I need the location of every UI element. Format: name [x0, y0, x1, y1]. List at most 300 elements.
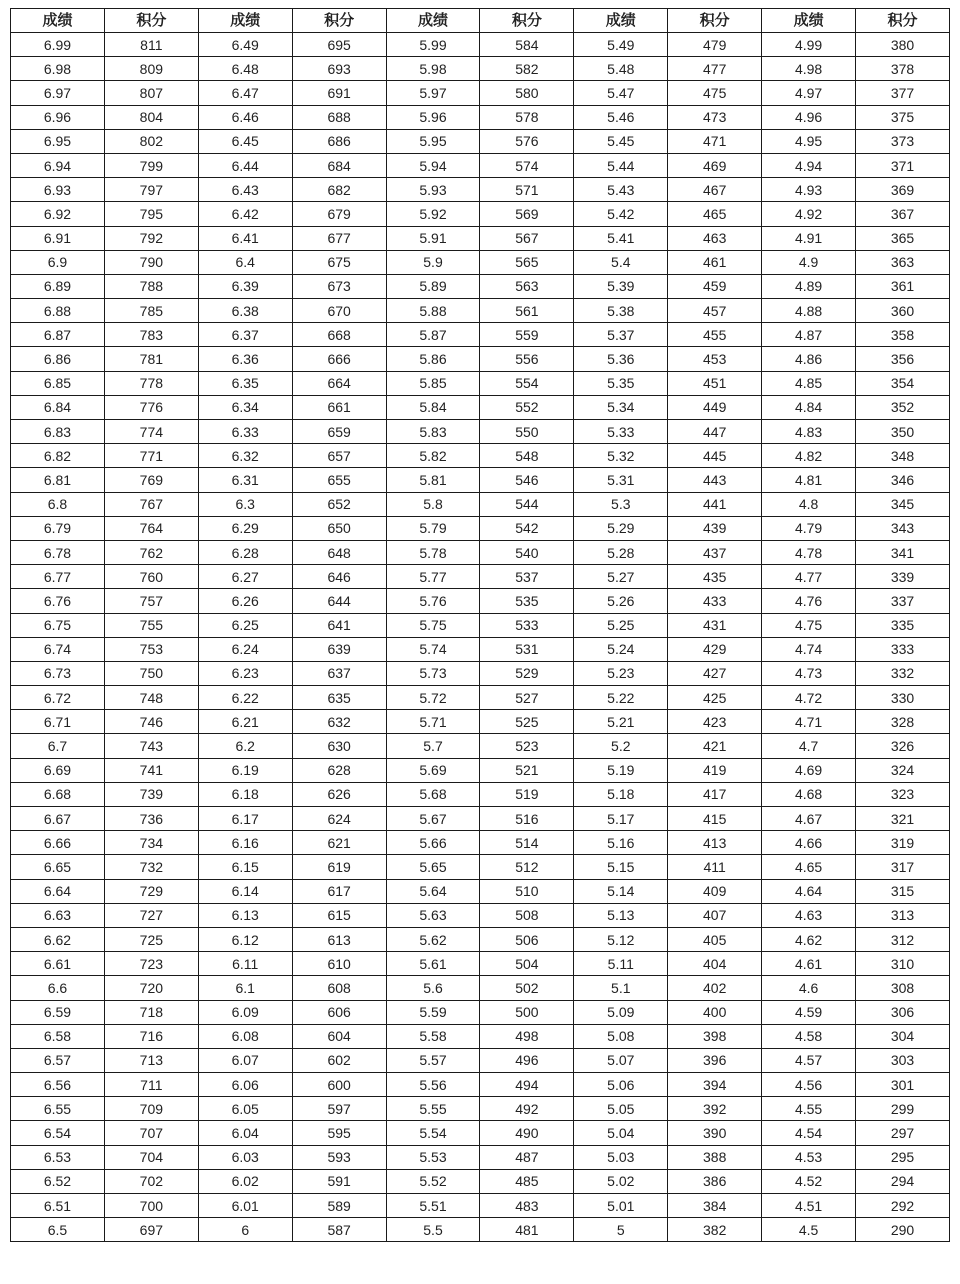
score-cell: 6.03 [198, 1145, 292, 1169]
points-cell: 702 [104, 1169, 198, 1193]
points-cell: 356 [856, 347, 950, 371]
points-cell: 463 [668, 226, 762, 250]
table-row [11, 903, 950, 927]
points-cell: 567 [480, 226, 574, 250]
points-cell: 700 [104, 1194, 198, 1218]
points-cell: 473 [668, 105, 762, 129]
points-cell: 771 [104, 444, 198, 468]
score-cell: 6.51 [11, 1194, 105, 1218]
score-cell: 6.26 [198, 589, 292, 613]
points-cell: 360 [856, 299, 950, 323]
score-cell: 4.53 [762, 1145, 856, 1169]
score-cell: 6.01 [198, 1194, 292, 1218]
points-cell: 556 [480, 347, 574, 371]
score-cell: 6.71 [11, 710, 105, 734]
table-row [11, 1121, 950, 1145]
score-cell: 6.82 [11, 444, 105, 468]
score-cell: 6.99 [11, 33, 105, 57]
score-cell: 6.34 [198, 395, 292, 419]
points-cell: 760 [104, 565, 198, 589]
score-cell: 6.54 [11, 1121, 105, 1145]
score-cell: 5.06 [574, 1073, 668, 1097]
points-cell: 600 [292, 1073, 386, 1097]
points-cell: 396 [668, 1048, 762, 1072]
points-cell: 330 [856, 686, 950, 710]
points-cell: 630 [292, 734, 386, 758]
score-cell: 6.31 [198, 468, 292, 492]
score-cell: 4.9 [762, 250, 856, 274]
score-cell: 4.69 [762, 758, 856, 782]
score-cell: 5.87 [386, 323, 480, 347]
points-cell: 688 [292, 105, 386, 129]
score-cell: 6.37 [198, 323, 292, 347]
points-cell: 729 [104, 879, 198, 903]
points-cell: 563 [480, 274, 574, 298]
score-cell: 5.36 [574, 347, 668, 371]
points-cell: 540 [480, 540, 574, 564]
score-cell: 5.25 [574, 613, 668, 637]
points-cell: 695 [292, 33, 386, 57]
table-row [11, 831, 950, 855]
points-cell: 295 [856, 1145, 950, 1169]
score-cell: 5.82 [386, 444, 480, 468]
score-cell: 6.6 [11, 976, 105, 1000]
points-cell: 321 [856, 807, 950, 831]
table-row [11, 1169, 950, 1193]
points-cell: 425 [668, 686, 762, 710]
points-cell: 542 [480, 516, 574, 540]
points-cell: 707 [104, 1121, 198, 1145]
table-row [11, 492, 950, 516]
score-cell: 4.75 [762, 613, 856, 637]
score-cell: 6.74 [11, 637, 105, 661]
score-cell: 4.89 [762, 274, 856, 298]
points-cell: 299 [856, 1097, 950, 1121]
points-cell: 807 [104, 81, 198, 105]
score-cell: 6.23 [198, 661, 292, 685]
score-cell: 5.21 [574, 710, 668, 734]
table-row [11, 879, 950, 903]
points-cell: 795 [104, 202, 198, 226]
score-cell: 6.89 [11, 274, 105, 298]
score-cell: 5.65 [386, 855, 480, 879]
points-cell: 802 [104, 129, 198, 153]
header-row [11, 9, 950, 33]
score-cell: 6.44 [198, 153, 292, 177]
points-cell: 365 [856, 226, 950, 250]
score-cell: 5.33 [574, 420, 668, 444]
table-row [11, 686, 950, 710]
score-cell: 5.84 [386, 395, 480, 419]
score-cell: 6.18 [198, 782, 292, 806]
points-cell: 697 [104, 1218, 198, 1242]
score-cell: 5.49 [574, 33, 668, 57]
score-cell: 4.94 [762, 153, 856, 177]
points-cell: 487 [480, 1145, 574, 1169]
points-cell: 492 [480, 1097, 574, 1121]
points-cell: 429 [668, 637, 762, 661]
points-cell: 736 [104, 807, 198, 831]
score-cell: 6.16 [198, 831, 292, 855]
points-cell: 361 [856, 274, 950, 298]
points-cell: 437 [668, 540, 762, 564]
points-cell: 781 [104, 347, 198, 371]
score-cell: 5.76 [386, 589, 480, 613]
score-cell: 5.91 [386, 226, 480, 250]
table-row [11, 540, 950, 564]
score-cell: 6.92 [11, 202, 105, 226]
points-cell: 324 [856, 758, 950, 782]
table-row [11, 1048, 950, 1072]
points-cell: 502 [480, 976, 574, 1000]
points-cell: 346 [856, 468, 950, 492]
points-cell: 617 [292, 879, 386, 903]
points-cell: 477 [668, 57, 762, 81]
points-cell: 504 [480, 952, 574, 976]
points-cell: 451 [668, 371, 762, 395]
score-cell: 6.41 [198, 226, 292, 250]
points-cell: 591 [292, 1169, 386, 1193]
points-cell: 804 [104, 105, 198, 129]
score-cell: 5.66 [386, 831, 480, 855]
score-cell: 6.4 [198, 250, 292, 274]
table-row [11, 1024, 950, 1048]
points-cell: 595 [292, 1121, 386, 1145]
points-cell: 323 [856, 782, 950, 806]
score-cell: 5.01 [574, 1194, 668, 1218]
score-cell: 5.75 [386, 613, 480, 637]
points-cell: 390 [668, 1121, 762, 1145]
points-cell: 373 [856, 129, 950, 153]
points-cell: 335 [856, 613, 950, 637]
score-cell: 6.14 [198, 879, 292, 903]
points-cell: 533 [480, 613, 574, 637]
score-cell: 5.03 [574, 1145, 668, 1169]
score-cell: 6.52 [11, 1169, 105, 1193]
points-cell: 512 [480, 855, 574, 879]
score-cell: 5.59 [386, 1000, 480, 1024]
points-cell: 790 [104, 250, 198, 274]
points-cell: 748 [104, 686, 198, 710]
points-cell: 718 [104, 1000, 198, 1024]
table-row [11, 178, 950, 202]
points-cell: 485 [480, 1169, 574, 1193]
points-cell: 394 [668, 1073, 762, 1097]
score-cell: 6.93 [11, 178, 105, 202]
points-cell: 559 [480, 323, 574, 347]
score-cell: 5.51 [386, 1194, 480, 1218]
score-cell: 5.72 [386, 686, 480, 710]
table-row [11, 33, 950, 57]
score-cell: 5.47 [574, 81, 668, 105]
points-cell: 546 [480, 468, 574, 492]
score-cell: 5.52 [386, 1169, 480, 1193]
score-cell: 5.69 [386, 758, 480, 782]
points-cell: 332 [856, 661, 950, 685]
points-cell: 339 [856, 565, 950, 589]
table-row [11, 565, 950, 589]
score-cell: 5.38 [574, 299, 668, 323]
score-cell: 4.52 [762, 1169, 856, 1193]
points-cell: 398 [668, 1024, 762, 1048]
score-cell: 5.1 [574, 976, 668, 1000]
table-row [11, 81, 950, 105]
score-cell: 6.24 [198, 637, 292, 661]
score-cell: 6.06 [198, 1073, 292, 1097]
table-row [11, 952, 950, 976]
table-row [11, 758, 950, 782]
points-cell: 578 [480, 105, 574, 129]
points-cell: 610 [292, 952, 386, 976]
table-row [11, 589, 950, 613]
score-cell: 6.32 [198, 444, 292, 468]
points-cell: 386 [668, 1169, 762, 1193]
score-cell: 5.34 [574, 395, 668, 419]
score-cell: 5.92 [386, 202, 480, 226]
points-cell: 521 [480, 758, 574, 782]
points-cell: 531 [480, 637, 574, 661]
points-cell: 739 [104, 782, 198, 806]
score-cell: 6.75 [11, 613, 105, 637]
table-row [11, 927, 950, 951]
score-cell: 6.91 [11, 226, 105, 250]
points-cell: 292 [856, 1194, 950, 1218]
score-cell: 5.35 [574, 371, 668, 395]
points-cell: 402 [668, 976, 762, 1000]
points-cell: 661 [292, 395, 386, 419]
points-cell: 550 [480, 420, 574, 444]
table-row [11, 323, 950, 347]
points-cell: 483 [480, 1194, 574, 1218]
points-cell: 469 [668, 153, 762, 177]
points-cell: 441 [668, 492, 762, 516]
score-cell: 6.43 [198, 178, 292, 202]
points-cell: 384 [668, 1194, 762, 1218]
table-row [11, 1194, 950, 1218]
score-cell: 4.64 [762, 879, 856, 903]
score-cell: 5.29 [574, 516, 668, 540]
score-cell: 5.88 [386, 299, 480, 323]
score-cell: 4.86 [762, 347, 856, 371]
points-cell: 413 [668, 831, 762, 855]
score-cell: 6.36 [198, 347, 292, 371]
score-cell: 5.57 [386, 1048, 480, 1072]
score-cell: 5.81 [386, 468, 480, 492]
score-cell: 5.18 [574, 782, 668, 806]
points-cell: 691 [292, 81, 386, 105]
score-cell: 6.29 [198, 516, 292, 540]
score-cell: 5.54 [386, 1121, 480, 1145]
score-cell: 5.96 [386, 105, 480, 129]
points-cell: 315 [856, 879, 950, 903]
points-cell: 479 [668, 33, 762, 57]
points-cell: 516 [480, 807, 574, 831]
column-header-score: 成绩 [574, 9, 668, 33]
score-cell: 6.11 [198, 952, 292, 976]
points-cell: 673 [292, 274, 386, 298]
score-cell: 6.84 [11, 395, 105, 419]
score-cell: 4.7 [762, 734, 856, 758]
points-cell: 666 [292, 347, 386, 371]
points-cell: 317 [856, 855, 950, 879]
score-cell: 6.12 [198, 927, 292, 951]
score-cell: 4.84 [762, 395, 856, 419]
column-header-points: 积分 [856, 9, 950, 33]
table-row [11, 734, 950, 758]
score-cell: 5.93 [386, 178, 480, 202]
score-cell: 4.67 [762, 807, 856, 831]
score-cell: 6.48 [198, 57, 292, 81]
score-cell: 4.54 [762, 1121, 856, 1145]
score-cell: 5.78 [386, 540, 480, 564]
score-cell: 6.61 [11, 952, 105, 976]
score-cell: 5.94 [386, 153, 480, 177]
score-cell: 6.59 [11, 1000, 105, 1024]
score-cell: 4.83 [762, 420, 856, 444]
score-cell: 5.31 [574, 468, 668, 492]
table-row [11, 250, 950, 274]
points-cell: 415 [668, 807, 762, 831]
score-cell: 6.63 [11, 903, 105, 927]
score-cell: 6.68 [11, 782, 105, 806]
points-cell: 716 [104, 1024, 198, 1048]
table-row [11, 226, 950, 250]
points-cell: 574 [480, 153, 574, 177]
score-cell: 6.83 [11, 420, 105, 444]
points-cell: 637 [292, 661, 386, 685]
score-cell: 4.93 [762, 178, 856, 202]
points-cell: 348 [856, 444, 950, 468]
score-cell: 6.38 [198, 299, 292, 323]
points-cell: 313 [856, 903, 950, 927]
score-cell: 5.13 [574, 903, 668, 927]
score-cell: 5.74 [386, 637, 480, 661]
score-cell: 5.39 [574, 274, 668, 298]
score-cell: 6.8 [11, 492, 105, 516]
points-cell: 500 [480, 1000, 574, 1024]
points-cell: 762 [104, 540, 198, 564]
score-cell: 5.53 [386, 1145, 480, 1169]
points-cell: 459 [668, 274, 762, 298]
points-cell: 628 [292, 758, 386, 782]
points-cell: 548 [480, 444, 574, 468]
score-cell: 4.62 [762, 927, 856, 951]
score-cell: 4.8 [762, 492, 856, 516]
points-cell: 525 [480, 710, 574, 734]
points-cell: 306 [856, 1000, 950, 1024]
score-cell: 5.71 [386, 710, 480, 734]
points-cell: 527 [480, 686, 574, 710]
score-cell: 4.58 [762, 1024, 856, 1048]
score-cell: 6.7 [11, 734, 105, 758]
score-cell: 5.28 [574, 540, 668, 564]
points-cell: 621 [292, 831, 386, 855]
score-cell: 4.81 [762, 468, 856, 492]
score-cell: 6.97 [11, 81, 105, 105]
table-row [11, 347, 950, 371]
points-cell: 587 [292, 1218, 386, 1242]
table-row [11, 444, 950, 468]
points-cell: 713 [104, 1048, 198, 1072]
score-cell: 5.42 [574, 202, 668, 226]
points-cell: 506 [480, 927, 574, 951]
points-cell: 449 [668, 395, 762, 419]
score-cell: 5.27 [574, 565, 668, 589]
points-cell: 447 [668, 420, 762, 444]
score-cell: 6.35 [198, 371, 292, 395]
score-cell: 6.1 [198, 976, 292, 1000]
points-cell: 593 [292, 1145, 386, 1169]
score-cell: 4.66 [762, 831, 856, 855]
points-cell: 809 [104, 57, 198, 81]
points-cell: 732 [104, 855, 198, 879]
points-cell: 411 [668, 855, 762, 879]
points-cell: 664 [292, 371, 386, 395]
points-cell: 597 [292, 1097, 386, 1121]
score-cell: 6.67 [11, 807, 105, 831]
points-cell: 668 [292, 323, 386, 347]
points-cell: 304 [856, 1024, 950, 1048]
table-row [11, 468, 950, 492]
points-cell: 455 [668, 323, 762, 347]
score-cell: 4.91 [762, 226, 856, 250]
points-cell: 310 [856, 952, 950, 976]
points-cell: 475 [668, 81, 762, 105]
score-cell: 5.08 [574, 1024, 668, 1048]
table-row [11, 710, 950, 734]
score-cell: 4.55 [762, 1097, 856, 1121]
score-cell: 5.05 [574, 1097, 668, 1121]
score-cell: 6.57 [11, 1048, 105, 1072]
score-cell: 5.4 [574, 250, 668, 274]
points-cell: 427 [668, 661, 762, 685]
points-cell: 303 [856, 1048, 950, 1072]
score-cell: 5.04 [574, 1121, 668, 1145]
points-cell: 552 [480, 395, 574, 419]
points-cell: 811 [104, 33, 198, 57]
points-cell: 750 [104, 661, 198, 685]
score-cell: 5.8 [386, 492, 480, 516]
score-cell: 6.33 [198, 420, 292, 444]
score-cell: 4.68 [762, 782, 856, 806]
points-cell: 350 [856, 420, 950, 444]
table-header [11, 9, 950, 33]
score-cell: 6.87 [11, 323, 105, 347]
points-cell: 727 [104, 903, 198, 927]
score-cell: 6.42 [198, 202, 292, 226]
score-cell: 5.95 [386, 129, 480, 153]
score-cell: 5.26 [574, 589, 668, 613]
score-cell: 4.72 [762, 686, 856, 710]
points-cell: 635 [292, 686, 386, 710]
score-cell: 5.79 [386, 516, 480, 540]
score-cell: 6.05 [198, 1097, 292, 1121]
score-cell: 5.86 [386, 347, 480, 371]
column-header-points: 积分 [104, 9, 198, 33]
points-cell: 367 [856, 202, 950, 226]
score-cell: 5.23 [574, 661, 668, 685]
points-cell: 294 [856, 1169, 950, 1193]
points-cell: 720 [104, 976, 198, 1000]
points-cell: 783 [104, 323, 198, 347]
points-cell: 682 [292, 178, 386, 202]
points-cell: 490 [480, 1121, 574, 1145]
score-cell: 5.85 [386, 371, 480, 395]
points-cell: 569 [480, 202, 574, 226]
points-cell: 641 [292, 613, 386, 637]
score-cell: 6.88 [11, 299, 105, 323]
score-cell: 4.85 [762, 371, 856, 395]
